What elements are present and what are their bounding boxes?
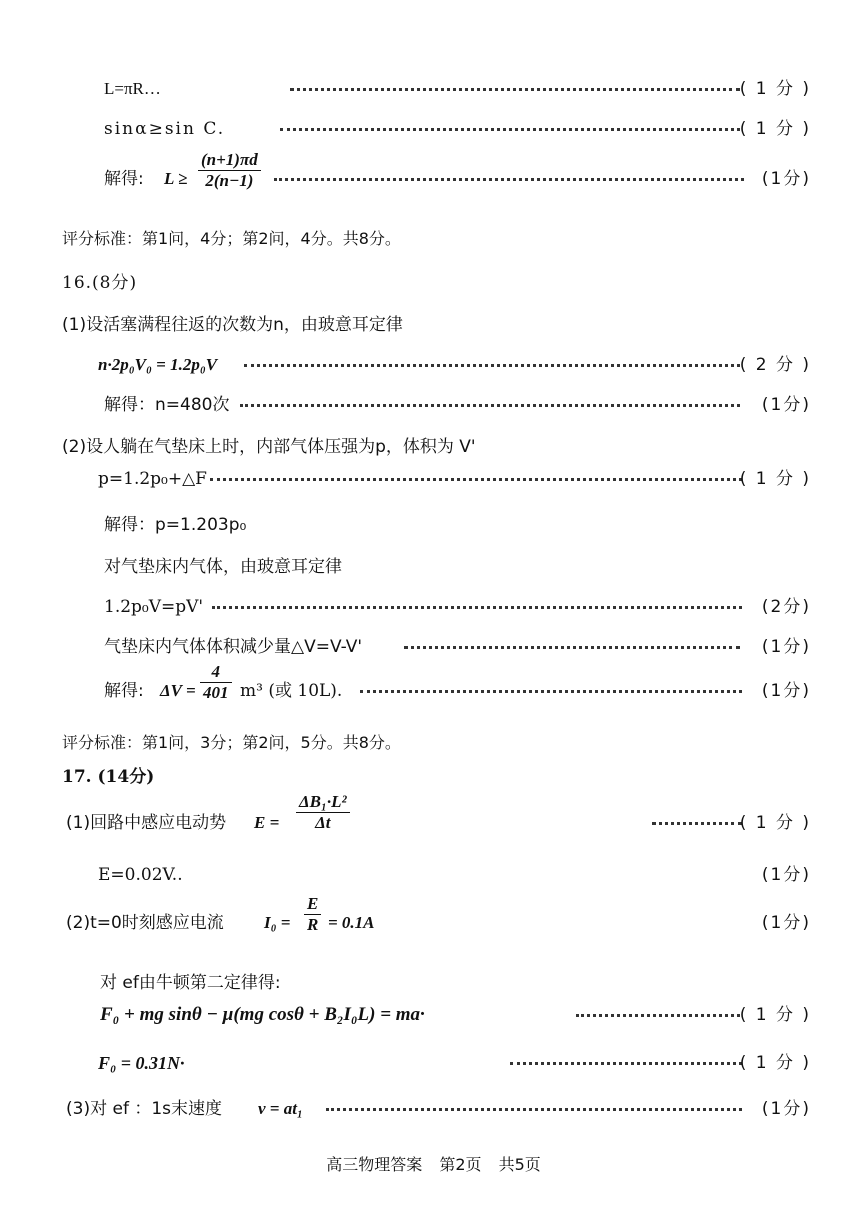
formula: 1.2p₀V=pV' — [104, 597, 204, 617]
result: 解得：n=480次 — [104, 395, 230, 415]
score: (1分) — [761, 395, 811, 415]
score: (1分) — [761, 637, 811, 657]
formula-lhs: I₀ = — [264, 913, 291, 932]
leader-dots — [326, 1108, 742, 1111]
fraction: $\frac{\text{ΔB₁·L²}}{\Delta t}$ — [296, 792, 350, 832]
result: 解得：p=1.203p₀ — [104, 515, 247, 535]
leader-dots — [210, 478, 742, 481]
formula: n·2p₀V₀ = 1.2p₀V — [98, 355, 218, 374]
answer-line-14 — [0, 630, 867, 664]
formula: v = at₁ — [258, 1099, 303, 1118]
formula: F₀ + mg sinθ − μ(mg cosθ + B₂I₀L) = ma· — [100, 1004, 425, 1025]
result: F₀ = 0.31N· — [98, 1053, 185, 1073]
score: (2分) — [761, 597, 811, 617]
footer-total: 共5页 — [498, 1155, 541, 1174]
score: ( 1 分 ) — [739, 119, 811, 139]
part-1-intro: (1)设活塞满程往返的次数为n，由玻意耳定律 — [62, 315, 403, 335]
answer-line-15 — [0, 662, 867, 708]
answer-line-24 — [0, 1092, 867, 1126]
result: E=0.02V.. — [98, 865, 183, 885]
label: (1)回路中感应电动势 — [66, 813, 227, 833]
leader-dots — [290, 88, 740, 91]
leader-dots — [652, 822, 742, 825]
footer-title: 高三物理答案 — [326, 1155, 423, 1174]
answer-line-2 — [0, 112, 867, 146]
leader-dots — [360, 690, 742, 693]
formula-suffix: m³ (或 10L). — [240, 681, 343, 701]
score: ( 2 分 ) — [739, 355, 811, 375]
label: 解得: — [104, 681, 144, 701]
answer-line-1 — [0, 72, 867, 106]
formula-lhs: L ≥ — [164, 169, 188, 188]
fraction: $\frac{4}{401}$ — [200, 662, 232, 702]
score: (1分) — [761, 865, 811, 885]
score: ( 1 分 ) — [739, 79, 811, 99]
score: ( 1 分 ) — [739, 1005, 811, 1025]
leader-dots — [274, 178, 744, 181]
answer-line-23 — [0, 1046, 867, 1080]
fraction: $\frac{E}{R}$ — [304, 894, 321, 934]
leader-dots — [244, 364, 740, 367]
fraction: $\frac{(n+1)\pi d}{2(n-1)}$ — [198, 150, 261, 190]
score: (1分) — [761, 681, 811, 701]
score: (1分) — [761, 169, 811, 189]
scoring-note-2: 评分标准：第1问，3分；第2问，5分。共8分。 — [62, 733, 401, 752]
question-17-heading: 17. (14分) — [62, 767, 155, 787]
score: ( 1 分 ) — [739, 1053, 811, 1073]
leader-dots — [404, 646, 740, 649]
formula: p=1.2p₀+△F — [98, 469, 207, 489]
formula-lhs: E = — [254, 813, 280, 832]
formula: sinα≥sin C. — [104, 119, 226, 139]
answer-line-8 — [0, 388, 867, 422]
answer-line-10 — [0, 462, 867, 496]
footer-page: 第2页 — [439, 1155, 482, 1174]
answer-line-19 — [0, 858, 867, 892]
formula-suffix: = 0.1A — [328, 913, 375, 932]
answer-line-22 — [0, 998, 867, 1032]
answer-line-20 — [0, 894, 867, 940]
formula: L=πR… — [104, 79, 161, 98]
label: (2)t=0时刻感应电流 — [66, 913, 224, 933]
label: 解得: — [104, 169, 144, 189]
note-line-21: 对 ef由牛顿第二定律得: — [100, 973, 281, 993]
score: ( 1 分 ) — [739, 469, 811, 489]
leader-dots — [510, 1062, 742, 1065]
page-footer — [0, 1152, 867, 1175]
note-line-12: 对气垫床内气体，由玻意耳定律 — [104, 557, 342, 577]
answer-line-13 — [0, 590, 867, 624]
leader-dots — [240, 404, 740, 407]
formula-lhs: ΔV = — [160, 681, 196, 700]
scoring-note-1: 评分标准：第1问，4分；第2问，4分。共8分。 — [62, 229, 401, 248]
answer-line-7 — [0, 348, 867, 382]
score: (1分) — [761, 913, 811, 933]
label: (3)对 ef ：1s末速度 — [66, 1099, 223, 1119]
answer-line-11 — [0, 508, 867, 542]
score: (1分) — [761, 1099, 811, 1119]
question-16-heading: 16.(8分) — [62, 273, 138, 293]
formula: 气垫床内气体体积减少量△V=V-V' — [104, 637, 363, 657]
leader-dots — [576, 1014, 740, 1017]
leader-dots — [212, 606, 742, 609]
part-2-intro: (2)设人躺在气垫床上时，内部气体压强为p，体积为 V' — [62, 437, 476, 457]
answer-line-3 — [0, 150, 867, 196]
score: ( 1 分 ) — [739, 813, 811, 833]
answer-line-18 — [0, 792, 867, 840]
leader-dots — [280, 128, 740, 131]
